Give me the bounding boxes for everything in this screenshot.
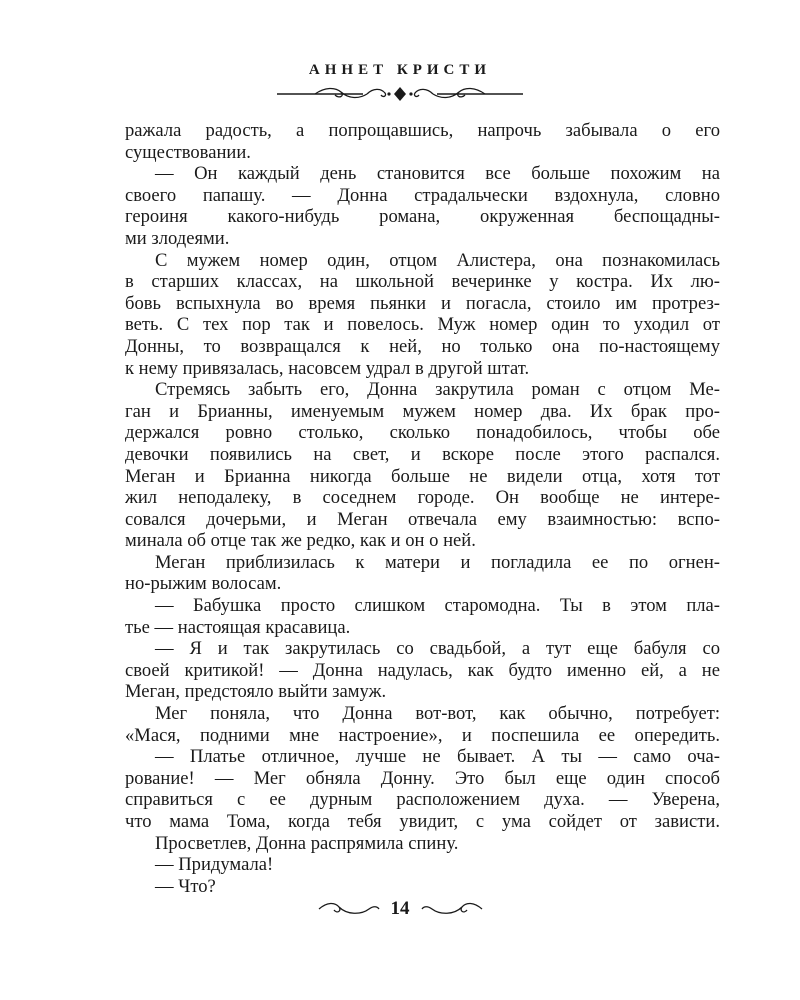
page-number: 14 xyxy=(390,898,410,919)
text-line: жил неподалеку, в соседнем городе. Он вообще не интере- xyxy=(125,487,720,509)
text-line: Меган, предстояло выйти замуж. xyxy=(125,681,387,703)
text-line: — Что? xyxy=(155,875,216,897)
text-line: но-рыжим волосам. xyxy=(125,573,282,595)
text-line: — Бабушка просто слишком старомодна. Ты в этом пла- xyxy=(155,595,720,617)
body-text xyxy=(125,120,720,897)
text-line: — Придумала! xyxy=(155,854,274,876)
running-header xyxy=(0,62,800,103)
text-line: к нему привязалась, насовсем удрал в другой штат. xyxy=(125,357,530,379)
text-line: тье — настоящая красавица. xyxy=(125,616,351,638)
text-line: минала об отце так же редко, как и он о ней. xyxy=(125,530,476,552)
text-line: Мег поняла, что Донна вот-вот, как обычно, потребует: xyxy=(155,703,720,725)
text-line: — Платье отличное, лучше не бывает. А ты — само оча- xyxy=(155,746,720,768)
text-line: ган и Брианны, именуемым мужем номер два. Их брак про- xyxy=(125,400,720,422)
text-line: Меган и Брианна никогда больше не видели отца, хотя тот xyxy=(125,465,720,487)
author-name: АННЕТ КРИСТИ xyxy=(308,62,492,78)
text-line: Просветлев, Донна распрямила спину. xyxy=(155,832,459,854)
text-line: — Я и так закрутилась со свадьбой, а тут еще бабуля со xyxy=(155,638,720,660)
footer-ornament-left-icon xyxy=(317,901,381,917)
text-line: справиться с ее дурным расположением духа. — Уверена, xyxy=(125,789,720,811)
text-line: в старших классах, на школьной вечеринке у костра. Их лю- xyxy=(125,271,720,293)
text-line: своего папашу. — Донна страдальчески вздохнула, словно xyxy=(125,184,720,206)
text-line: своей критикой! — Донна надулась, как будто именно ей, а не xyxy=(125,659,720,681)
footer-ornament-right-icon xyxy=(420,901,484,917)
text-line: девочки появились на свет, и вскоре после этого распался. xyxy=(125,443,720,465)
text-line: ми злодеями. xyxy=(125,227,230,249)
text-line: С мужем номер один, отцом Алистера, она познакомилась xyxy=(155,249,720,271)
text-line: бовь вспыхнула во время пьянки и погасла, стоило им протрез- xyxy=(125,292,720,314)
text-line: существовании. xyxy=(125,141,251,163)
text-line: совался дочерьми, и Меган отвечала ему взаимностью: вспо- xyxy=(125,508,720,530)
text-line: — Он каждый день становится все больше похожим на xyxy=(155,163,720,185)
text-line: держался ровно столько, сколько понадобилось, чтобы обе xyxy=(125,422,720,444)
header-ornament-icon xyxy=(275,85,525,103)
text-line: героиня какого-нибудь романа, окруженная беспощадны- xyxy=(125,206,720,228)
text-line: Стремясь забыть его, Донна закрутила роман с отцом Ме- xyxy=(155,379,720,401)
text-line: веть. С тех пор так и повелось. Муж номер один то уходил от xyxy=(125,314,720,336)
text-line: что мама Тома, когда тебя увидит, с ума сойдет от зависти. xyxy=(125,811,720,832)
text-line: «Мася, подними мне настроение», и поспешила ее опередить. xyxy=(125,724,720,746)
page-footer xyxy=(0,898,800,922)
text-line: Донны, то возвращался к ней, но только она по-настоящему xyxy=(125,335,720,357)
text-line: ражала радость, а попрощавшись, напрочь забывала о его xyxy=(125,120,720,141)
text-line: Меган приблизилась к матери и погладила ее по огнен- xyxy=(155,551,720,573)
text-line: рование! — Мег обняла Донну. Это был еще один способ xyxy=(125,767,720,789)
